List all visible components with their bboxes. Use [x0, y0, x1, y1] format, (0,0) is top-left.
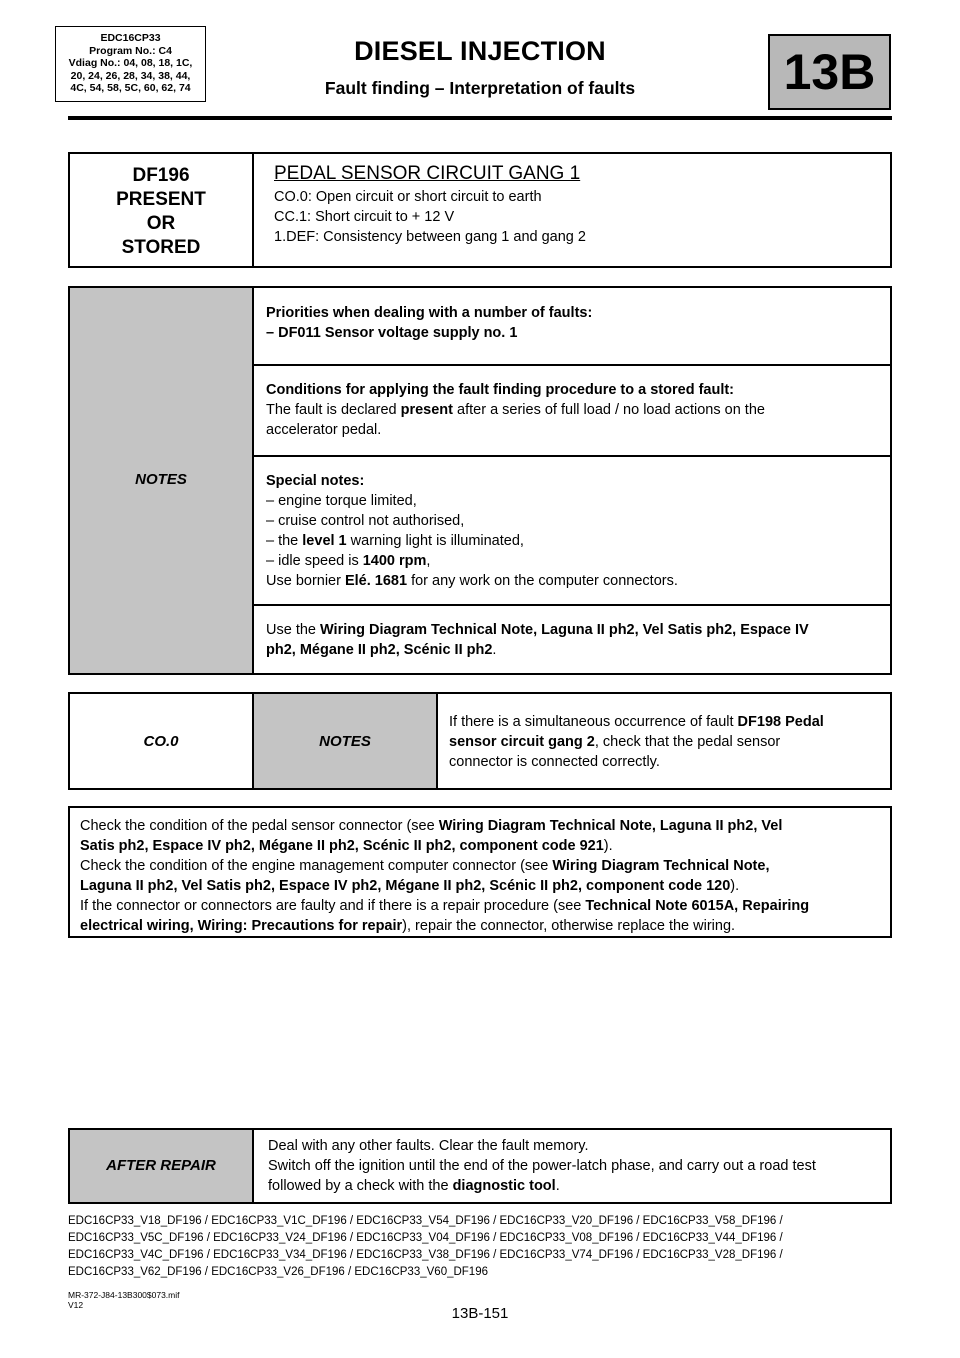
row-divider — [254, 364, 890, 366]
id-line: EDC16CP33 — [100, 32, 161, 44]
id-line: Program No.: C4 — [89, 44, 172, 57]
priorities-section — [266, 303, 592, 343]
wiring-text — [266, 620, 809, 640]
check-line — [80, 916, 809, 936]
after-repair-label-cell — [70, 1130, 252, 1202]
section-badge: 13B — [768, 34, 891, 110]
id-line: 4C, 54, 58, 5C, 60, 62, 74 — [70, 82, 191, 94]
wiring-section — [266, 620, 809, 660]
special-item: – cruise control not authorised, — [266, 513, 465, 529]
after-repair-box — [68, 1128, 892, 1204]
check-line — [80, 836, 809, 856]
text-span: warning light is illuminated, — [346, 533, 524, 549]
text-span: after a series of full load / no load actions on the — [453, 402, 765, 418]
fault-header-box — [68, 152, 892, 268]
fault-status: PRESENT — [116, 189, 206, 210]
text-bold: electrical wiring, Wiring: Precautions for repair — [80, 918, 403, 934]
text-span: . — [555, 1178, 560, 1194]
row-divider — [254, 604, 890, 606]
text-span: , — [426, 553, 431, 569]
fault-code-cell — [70, 154, 252, 266]
cell-divider — [252, 1130, 254, 1202]
text-bold: sensor circuit gang 2 — [449, 734, 595, 750]
page-title: DIESEL INJECTION — [354, 36, 606, 66]
id-line: 20, 24, 26, 28, 34, 38, 44, — [70, 69, 191, 82]
after-repair-line: Switch off the ignition until the end of the power-latch phase, and carry out a road test — [268, 1158, 816, 1174]
text-bold: Laguna II ph2, Vel Satis ph2, Espace IV ph2, Mégane II ph2, Scénic II ph2, component code 120 — [80, 878, 731, 894]
co0-text — [449, 712, 824, 772]
co0-line: connector is connected correctly. — [449, 754, 660, 770]
text-bold: level 1 — [302, 533, 347, 549]
special-notes-section — [266, 471, 678, 591]
fault-line: CC.1: Short circuit to + 12 V — [274, 209, 455, 225]
text-bold: diagnostic tool — [452, 1178, 556, 1194]
conditions-section — [266, 380, 765, 440]
check-line — [80, 876, 809, 896]
page-subtitle: Fault finding – Interpretation of faults — [324, 78, 636, 98]
check-line — [80, 896, 809, 916]
fault-status: OR — [146, 213, 176, 234]
conditions-heading: Conditions for applying the fault finding procedure to a stored fault: — [266, 382, 735, 398]
text-span: – the — [266, 533, 303, 549]
notes-label: NOTES — [135, 471, 187, 488]
check-line — [80, 856, 809, 876]
after-repair-label: AFTER REPAIR — [106, 1157, 216, 1174]
special-heading: Special notes: — [266, 473, 365, 489]
fault-line: CO.0: Open circuit or short circuit to earth — [274, 189, 542, 205]
reference-line: EDC16CP33_V4C_DF196 / EDC16CP33_V34_DF196 / EDC16CP33_V38_DF196 / EDC16CP33_V74_DF196 / EDC16CP33_V28_DF196 / — [68, 1249, 783, 1261]
text-span: The fault is declared — [266, 402, 401, 418]
reference-line: EDC16CP33_V62_DF196 / EDC16CP33_V26_DF196 / EDC16CP33_V60_DF196 — [68, 1266, 488, 1278]
wiring-text-2 — [266, 640, 809, 660]
co0-label-cell — [70, 694, 252, 788]
text-span: , check that the pedal sensor — [594, 734, 781, 750]
special-item — [266, 551, 678, 571]
fault-code: DF196 — [132, 165, 190, 186]
text-span: ), repair the connector, otherwise replace the wiring. — [402, 918, 736, 934]
notes-content — [254, 288, 890, 673]
doc-file: MR-372-J84-13B300$073.mif — [68, 1290, 180, 1300]
co0-label: CO.0 — [143, 733, 179, 750]
co0-notes-label: NOTES — [319, 733, 371, 750]
after-repair-text — [268, 1136, 816, 1196]
text-bold: DF198 Pedal — [737, 714, 824, 730]
after-repair-line — [268, 1176, 816, 1196]
priorities-item: – DF011 Sensor voltage supply no. 1 — [266, 325, 518, 341]
priorities-heading: Priorities when dealing with a number of faults: — [266, 305, 593, 321]
check-line — [80, 816, 809, 836]
text-bold: Wiring Diagram Technical Note, Laguna II ph2, Vel Satis ph2, Espace IV — [320, 622, 809, 638]
text-span: If there is a simultaneous occurrence of fault — [449, 714, 738, 730]
text-bold: Wiring Diagram Technical Note, — [552, 858, 770, 874]
reference-list — [68, 1213, 898, 1281]
text-bold: Satis ph2, Espace IV ph2, Mégane II ph2, Scénic II ph2, component code 921 — [80, 838, 604, 854]
co0-notes-cell — [254, 694, 436, 788]
text-span: Use the — [266, 622, 320, 638]
fault-title: PEDAL SENSOR CIRCUIT GANG 1 — [274, 163, 581, 184]
text-span: followed by a check with the — [268, 1178, 453, 1194]
check-procedure-box — [68, 806, 892, 938]
text-bold: ph2, Mégane II ph2, Scénic II ph2 — [266, 642, 493, 658]
cell-divider — [436, 694, 438, 788]
fault-line: 1.DEF: Consistency between gang 1 and gang 2 — [274, 229, 586, 245]
text-span: . — [492, 642, 497, 658]
text-bold: 1400 rpm — [362, 553, 427, 569]
text-span: ). — [730, 878, 740, 894]
text-bold: Elé. 1681 — [344, 573, 408, 589]
text-span: If the connector or connectors are faulty and if there is a repair procedure (see — [80, 898, 586, 914]
page-number: 13B-151 — [451, 1305, 509, 1322]
id-line: Vdiag No.: 04, 08, 18, 1C, — [68, 57, 193, 69]
text-bold: Technical Note 6015A, Repairing — [585, 898, 810, 914]
check-text — [80, 816, 809, 936]
co0-line — [449, 732, 824, 752]
row-divider — [254, 455, 890, 457]
text-span: ). — [603, 838, 613, 854]
cell-divider — [252, 154, 254, 266]
co0-box — [68, 692, 892, 790]
reference-line: EDC16CP33_V18_DF196 / EDC16CP33_V1C_DF196 / EDC16CP33_V54_DF196 / EDC16CP33_V20_DF196 / EDC16CP33_V58_DF196 / — [68, 1215, 783, 1227]
special-item: – engine torque limited, — [266, 493, 417, 509]
conditions-text-2: accelerator pedal. — [266, 422, 382, 438]
text-span: for any work on the computer connectors. — [407, 573, 678, 589]
doc-version: V12 — [68, 1300, 84, 1310]
header-divider — [68, 116, 892, 120]
fault-descriptions — [274, 187, 586, 247]
after-repair-line: Deal with any other faults. Clear the fault memory. — [268, 1138, 589, 1154]
notes-box — [68, 286, 892, 675]
fault-status: STORED — [121, 237, 201, 258]
special-item — [266, 531, 678, 551]
text-bold: Wiring Diagram Technical Note, Laguna II ph2, Vel — [438, 818, 783, 834]
text-bold: present — [400, 402, 453, 418]
conditions-text — [266, 400, 765, 420]
reference-line: EDC16CP33_V5C_DF196 / EDC16CP33_V24_DF196 / EDC16CP33_V04_DF196 / EDC16CP33_V08_DF196 / EDC16CP33_V44_DF196 / — [68, 1232, 783, 1244]
text-span: Check the condition of the pedal sensor connector (see — [80, 818, 439, 834]
text-span: Check the condition of the engine management computer connector (see — [80, 858, 553, 874]
special-item — [266, 571, 678, 591]
text-span: – idle speed is — [266, 553, 363, 569]
text-span: Use bornier — [266, 573, 345, 589]
co0-line — [449, 712, 824, 732]
